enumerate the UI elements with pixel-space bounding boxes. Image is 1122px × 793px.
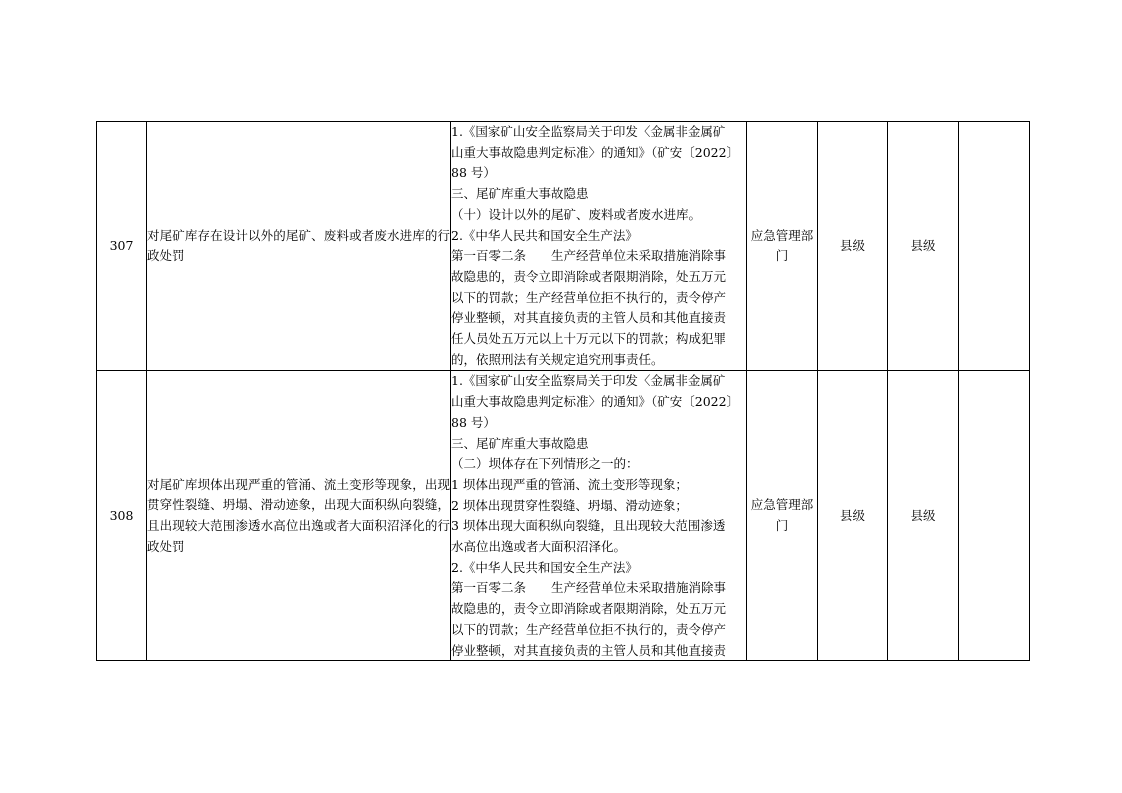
level-a: 县级 [818, 122, 888, 371]
legal-basis [451, 371, 747, 661]
legal-basis-lines [451, 122, 746, 370]
legal-basis-line: 三、尾矿库重大事故隐患 [451, 186, 589, 202]
item-number: 307 [97, 122, 147, 371]
legal-basis-line: 故隐患的，责令立即消除或者限期消除，处五万元 [451, 268, 727, 284]
legal-basis-line: 的，依照刑法有关规定追究刑事责任。 [451, 351, 664, 367]
power-list-table [96, 121, 1030, 661]
legal-basis-line: 1.《国家矿山安全监察局关于印发〈金属非金属矿 [451, 373, 726, 389]
legal-basis-line: 2.《中华人民共和国安全生产法》 [451, 227, 638, 243]
legal-basis-line: 水高位出逸或者大面积沼泽化。 [451, 539, 627, 555]
level-b: 县级 [888, 371, 959, 661]
legal-basis-line: （十）设计以外的尾矿、废料或者废水进库。 [451, 206, 702, 222]
legal-basis-line: 故隐患的，责令立即消除或者限期消除，处五万元 [451, 601, 727, 617]
legal-basis-line: 第一百零二条 生产经营单位未采取措施消除事 [451, 580, 727, 596]
legal-basis-line: 以下的罚款；生产经营单位拒不执行的，责令停产 [451, 621, 727, 637]
legal-basis-line: 88 号） [451, 165, 496, 181]
legal-basis-line: 任人员处五万元以上十万元以下的罚款；构成犯罪 [451, 331, 727, 347]
legal-basis [451, 122, 747, 371]
level-a: 县级 [818, 371, 888, 661]
legal-basis-line: 停业整顿，对其直接负责的主管人员和其他直接责 [451, 642, 727, 658]
item-name [147, 122, 451, 371]
legal-basis-lines [451, 371, 746, 660]
item-name [147, 371, 451, 661]
legal-basis-line: 2.《中华人民共和国安全生产法》 [451, 559, 638, 575]
table-row [97, 371, 1030, 661]
legal-basis-line: 以下的罚款；生产经营单位拒不执行的，责令停产 [451, 289, 727, 305]
table-body [97, 122, 1030, 661]
legal-basis-line: 山重大事故隐患判定标准〉的通知》（矿安〔2022〕 [451, 144, 740, 160]
table-row [97, 122, 1030, 371]
legal-basis-line: 88 号） [451, 414, 496, 430]
remark [959, 122, 1030, 371]
legal-basis-line: 3 坝体出现大面积纵向裂缝，且出现较大范围渗透 [451, 518, 726, 534]
legal-basis-line: 山重大事故隐患判定标准〉的通知》（矿安〔2022〕 [451, 394, 740, 410]
legal-basis-line: 1 坝体出现严重的管涌、流土变形等现象； [451, 476, 688, 492]
remark [959, 371, 1030, 661]
department: 应急管理部门 [747, 122, 818, 371]
legal-basis-line: 第一百零二条 生产经营单位未采取措施消除事 [451, 248, 727, 264]
legal-basis-line: 停业整顿，对其直接负责的主管人员和其他直接责 [451, 310, 727, 326]
legal-basis-line: （二）坝体存在下列情形之一的： [451, 456, 639, 472]
item-name-text: 对尾矿库存在设计以外的尾矿、废料或者废水进库的行政处罚 [147, 227, 450, 264]
legal-basis-line: 1.《国家矿山安全监察局关于印发〈金属非金属矿 [451, 124, 726, 139]
legal-basis-line: 三、尾矿库重大事故隐患 [451, 435, 589, 451]
level-b: 县级 [888, 122, 959, 371]
legal-basis-line: 2 坝体出现贯穿性裂缝、坍塌、滑动迹象； [451, 497, 688, 513]
item-name-text: 对尾矿库坝体出现严重的管涌、流土变形等现象，出现贯穿性裂缝、坍塌、滑动迹象，出现大面积纵向裂缝，且出现较大范围渗透水高位出逸或者大面积沼泽化的行政处罚 [147, 476, 450, 554]
department: 应急管理部门 [747, 371, 818, 661]
item-number: 308 [97, 371, 147, 661]
